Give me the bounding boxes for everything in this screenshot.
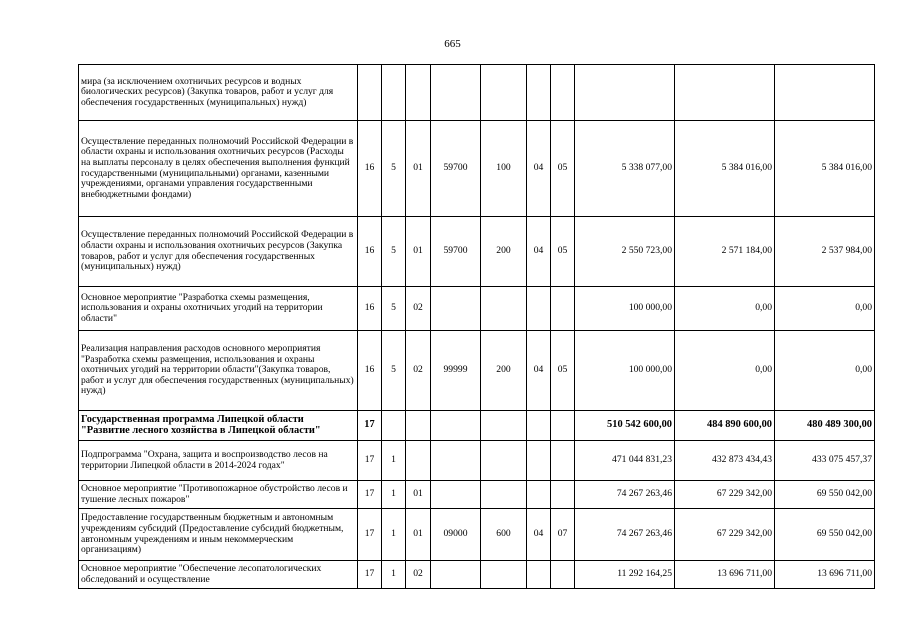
program-code: 16 — [358, 217, 382, 287]
direction-code: 09000 — [431, 509, 481, 561]
amount-year-2: 484 890 600,00 — [675, 411, 775, 441]
row-name: Основное мероприятие "Обеспечение лесопатологических обследований и осуществление — [79, 561, 358, 589]
direction-code — [431, 65, 481, 121]
program-code: 16 — [358, 287, 382, 331]
amount-year-2: 67 229 342,00 — [675, 481, 775, 509]
table-row — [79, 331, 875, 411]
program-code: 17 — [358, 411, 382, 441]
program-code: 17 — [358, 441, 382, 481]
amount-year-3: 433 075 457,37 — [775, 441, 875, 481]
row-name: Реализация направления расходов основного мероприятия "Разработка схемы размещения, использования и охраны охотничьих угодий на территории области"(Закупка товаров, работ и услуг для обеспечения государственных (муниципальных) нужд) — [79, 331, 358, 411]
amount-year-3: 0,00 — [775, 287, 875, 331]
expense-type-code — [481, 561, 527, 589]
program-code: 17 — [358, 509, 382, 561]
row-name: Предоставление государственным бюджетным и автономным учреждениям субсидий (Предоставление субсидий бюджетным, автономным учреждениям и иным некоммерческим организациям) — [79, 509, 358, 561]
direction-code: 59700 — [431, 121, 481, 217]
expense-type-code — [481, 411, 527, 441]
row-name: Основное мероприятие "Противопожарное обустройство лесов и тушение лесных пожаров" — [79, 481, 358, 509]
subprogram-code: 5 — [382, 287, 406, 331]
amount-year-3: 13 696 711,00 — [775, 561, 875, 589]
direction-code — [431, 411, 481, 441]
program-code: 17 — [358, 561, 382, 589]
amount-year-1: 471 044 831,23 — [575, 441, 675, 481]
row-name: Подпрограмма "Охрана, защита и воспроизводство лесов на территории Липецкой области в 2014-2024 годах" — [79, 441, 358, 481]
expense-type-code: 200 — [481, 331, 527, 411]
amount-year-1: 2 550 723,00 — [575, 217, 675, 287]
subsection-code — [551, 561, 575, 589]
activity-code: 01 — [406, 121, 431, 217]
subsection-code — [551, 481, 575, 509]
program-code: 16 — [358, 121, 382, 217]
amount-year-2: 13 696 711,00 — [675, 561, 775, 589]
page-number: 665 — [444, 38, 461, 50]
subsection-code: 05 — [551, 331, 575, 411]
amount-year-1: 100 000,00 — [575, 331, 675, 411]
amount-year-1: 74 267 263,46 — [575, 481, 675, 509]
activity-code: 02 — [406, 331, 431, 411]
expense-type-code — [481, 287, 527, 331]
amount-year-2: 0,00 — [675, 287, 775, 331]
table-row — [79, 441, 875, 481]
activity-code: 01 — [406, 217, 431, 287]
direction-code — [431, 561, 481, 589]
table-row — [79, 217, 875, 287]
section-code — [527, 481, 551, 509]
row-name: мира (за исключением охотничьих ресурсов и водных биологических ресурсов) (Закупка товаров, работ и услуг для обеспечения государственных (муниципальных) нужд) — [79, 65, 358, 121]
subsection-code — [551, 411, 575, 441]
subprogram-code: 1 — [382, 441, 406, 481]
section-code: 04 — [527, 509, 551, 561]
amount-year-1: 11 292 164,25 — [575, 561, 675, 589]
subprogram-code: 1 — [382, 509, 406, 561]
section-code: 04 — [527, 217, 551, 287]
activity-code — [406, 411, 431, 441]
section-code — [527, 411, 551, 441]
amount-year-3: 69 550 042,00 — [775, 481, 875, 509]
direction-code — [431, 287, 481, 331]
amount-year-1: 74 267 263,46 — [575, 509, 675, 561]
expense-type-code — [481, 65, 527, 121]
activity-code: 02 — [406, 287, 431, 331]
table-row — [79, 121, 875, 217]
row-name: Осуществление переданных полномочий Российской Федерации в области охраны и использования охотничьих ресурсов (Закупка товаров, работ и услуг для обеспечения государственных (муниципальных) нужд) — [79, 217, 358, 287]
subprogram-code: 5 — [382, 331, 406, 411]
subprogram-code: 5 — [382, 121, 406, 217]
amount-year-3 — [775, 65, 875, 121]
amount-year-2: 2 571 184,00 — [675, 217, 775, 287]
table-row — [79, 509, 875, 561]
amount-year-2: 432 873 434,43 — [675, 441, 775, 481]
subsection-code: 05 — [551, 217, 575, 287]
direction-code — [431, 441, 481, 481]
subprogram-code: 5 — [382, 217, 406, 287]
activity-code: 01 — [406, 481, 431, 509]
amount-year-1 — [575, 65, 675, 121]
budget-table — [78, 64, 875, 589]
amount-year-1: 5 338 077,00 — [575, 121, 675, 217]
activity-code — [406, 65, 431, 121]
amount-year-3: 69 550 042,00 — [775, 509, 875, 561]
subsection-code: 07 — [551, 509, 575, 561]
subsection-code — [551, 441, 575, 481]
activity-code: 02 — [406, 561, 431, 589]
section-code — [527, 441, 551, 481]
table-row — [79, 65, 875, 121]
amount-year-1: 510 542 600,00 — [575, 411, 675, 441]
section-code — [527, 287, 551, 331]
amount-year-3: 480 489 300,00 — [775, 411, 875, 441]
table-row — [79, 287, 875, 331]
row-name: Осуществление переданных полномочий Российской Федерации в области охраны и использования охотничьих ресурсов (Расходы на выплаты персоналу в целях обеспечения выполнения функций государственными (муниципальными) органами, казенными учреждениями, органами управления государственными внебюджетными фондами) — [79, 121, 358, 217]
amount-year-1: 100 000,00 — [575, 287, 675, 331]
program-code — [358, 65, 382, 121]
activity-code — [406, 441, 431, 481]
subsection-code — [551, 65, 575, 121]
subprogram-code — [382, 65, 406, 121]
subprogram-code — [382, 411, 406, 441]
amount-year-2: 67 229 342,00 — [675, 509, 775, 561]
subprogram-code: 1 — [382, 561, 406, 589]
direction-code — [431, 481, 481, 509]
amount-year-2: 5 384 016,00 — [675, 121, 775, 217]
table-row — [79, 411, 875, 441]
expense-type-code — [481, 481, 527, 509]
program-code: 17 — [358, 481, 382, 509]
direction-code: 99999 — [431, 331, 481, 411]
amount-year-3: 2 537 984,00 — [775, 217, 875, 287]
expense-type-code — [481, 441, 527, 481]
table-row — [79, 561, 875, 589]
section-code — [527, 65, 551, 121]
amount-year-2: 0,00 — [675, 331, 775, 411]
activity-code: 01 — [406, 509, 431, 561]
subsection-code — [551, 287, 575, 331]
row-name: Основное мероприятие "Разработка схемы размещения, использования и охраны охотничьих угодий на территории области" — [79, 287, 358, 331]
section-code: 04 — [527, 121, 551, 217]
subprogram-code: 1 — [382, 481, 406, 509]
expense-type-code: 600 — [481, 509, 527, 561]
program-code: 16 — [358, 331, 382, 411]
section-code — [527, 561, 551, 589]
amount-year-2 — [675, 65, 775, 121]
row-name: Государственная программа Липецкой области "Развитие лесного хозяйства в Липецкой области" — [79, 411, 358, 441]
direction-code: 59700 — [431, 217, 481, 287]
table-row — [79, 481, 875, 509]
subsection-code: 05 — [551, 121, 575, 217]
expense-type-code: 200 — [481, 217, 527, 287]
amount-year-3: 0,00 — [775, 331, 875, 411]
expense-type-code: 100 — [481, 121, 527, 217]
amount-year-3: 5 384 016,00 — [775, 121, 875, 217]
section-code: 04 — [527, 331, 551, 411]
